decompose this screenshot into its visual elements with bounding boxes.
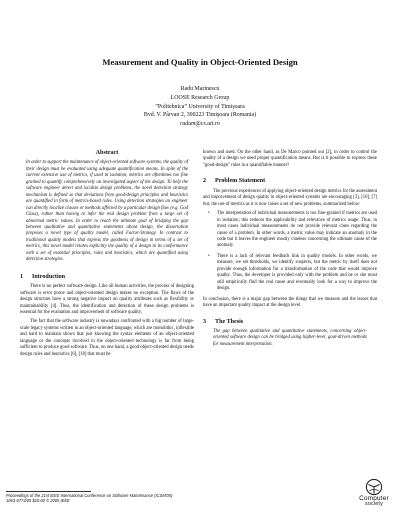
footer-rule [6,491,91,492]
problem-conclusion-paragraph: In conclusion, there is a major gap between the things that we measure and the issues that have an important quality impact at the design level. [203,296,377,309]
list-item [208,253,377,293]
section-problem-heading [203,178,377,184]
section-number: 3 [203,318,207,325]
computer-society-logo [354,478,394,507]
problem-intro-paragraph: The previous experiences of applying object-oriented design metrics for the assessment and improvement of design quality in object-oriented systems are encouraging [3], [10], [7] but, the use of metrics as it is now raises a set of new problems, summarized below: [203,188,378,207]
proceedings-footer [6,493,172,504]
footer-conference: Proceedings of the 21st IEEE International Conference on Software Maintenance (ICSM'05) [6,493,173,498]
logo-text [354,496,394,507]
bullet-icon: • [208,253,210,259]
paper-title: Measurement and Quality in Object-Oriented Design [102,57,298,67]
thesis-statement: The gap between qualitative and quantitative statements, concerning object-oriented software design can be bridged using higher-level, goal-driven methods for measurement interpretation. [213,328,367,347]
introduction-paragraph: The fact that the software industry is nowadays confronted with a big number of large-scale legacy systems written in an object-oriented language, which are monolithic, inflexible and hard to maintain shows that just knowing the syntax elements of an object-oriented language or the concepts involved in the object-oriented technology is far from being sufficient to produce good software. Thus, on one hand, a good object-oriented design needs design rules and heuristics [6], [18] that must be [20,319,194,357]
author-block [0,85,400,129]
left-column [20,150,194,361]
footer-copyright: 1063-6773/05 $20.00 © 2005 IEEE [6,498,70,504]
problem-list [203,211,377,292]
affiliation-address: Bvd. V. Pârvan 2, 300223 Timişoara (Romania) [143,112,257,119]
right-column [203,150,377,348]
section-introduction-heading [20,274,194,280]
affiliation-university: ”Politehnica” University of Timişoara [155,103,245,110]
list-item-text: There is a lack of relevant feedback link in quality models. In other words, we measure, we set thresholds, we identify suspects, but the metric by itself does not provide enough information for a transformation of the code that would improve quality. Thus, the developer is provided only with the problem and he or she must still empirically find the real cause and eventually look for a way to improve the design. [217,253,377,292]
section-title: The Thesis [215,318,244,325]
logo-word-society: society [365,500,383,507]
affiliation-group: LOOSE Research Group [170,94,230,101]
author-name: Radu Marinescu [180,86,220,92]
author-email: radum@cs.utt.ro [180,121,220,128]
list-item [208,211,377,250]
section-thesis-heading [203,319,377,325]
section-number: 1 [20,273,24,280]
continued-paragraph: known and used. On the other hand, as De Marco pointed out [2], in order to control the quality of a design we need proper quantification means. But is it possible to express these "good-design" rules in a quantifiable manner? [203,150,377,168]
computer-society-emblem-icon [365,478,383,496]
introduction-paragraph: There is no perfect software design. Like all human activities, the process of designing software is error prone and object-oriented design makes no exception. The flaws of the design structure have a strong negative impact on quality attributes such as flexibility or maintainability [4]. Thus, the identification and detection of these design problems is essential for the evaluation and improvement of software quality. [20,284,194,315]
section-number: 2 [203,178,207,185]
logo-word-computer: Computer [359,495,389,502]
bullet-icon: • [208,211,210,217]
list-item-text: The interpretation of individual measurements is too fine-grained if metrics are used in isolation; this reduces the applicability and relevance of metrics usage. Thus, in most cases individual measurements do not provide relevant clues regarding the cause of a problem. In other words, a metric value may indicate an anomaly in the code but it leaves the engineer mostly clueless concerning the ultimate cause of the anomaly. [217,211,377,249]
section-title: Problem Statement [215,178,266,185]
abstract-heading: Abstract [95,150,119,156]
section-title: Introduction [32,273,66,280]
abstract-text: In order to support the maintenance of object-oriented software systems, the quality of their design must be evaluated using adequate quantification means. In spite of the current extensive use of metrics, if used in isolation, metrics are oftentimes too fine grained to quantify comprehensively an investigated aspect of the design. To help the software engineer detect and localize design problems, the novel detection strategy mechanism is defined so that deviations from good-design principles and heuristics are quantified in form of metrics-based rules. Using detection strategies an engineer can directly localize classes or methods affected by a particular design flaw (e.g. God Class), rather than having to infer the real design problem from a large set of abnormal metric values. In order to reach the ultimate goal of bridging the gap between qualitative and quantitative statements about design, the dissertation proposes a novel type of quality model, called Factor-Strategy. In contrast to traditional quality models that express the goodness of design in terms of a set of metrics, this novel model relates explicitly the quality of a design to its conformance with a set of essential principles, rules and heuristics, which are quantified using detection strategies. [26,160,188,263]
